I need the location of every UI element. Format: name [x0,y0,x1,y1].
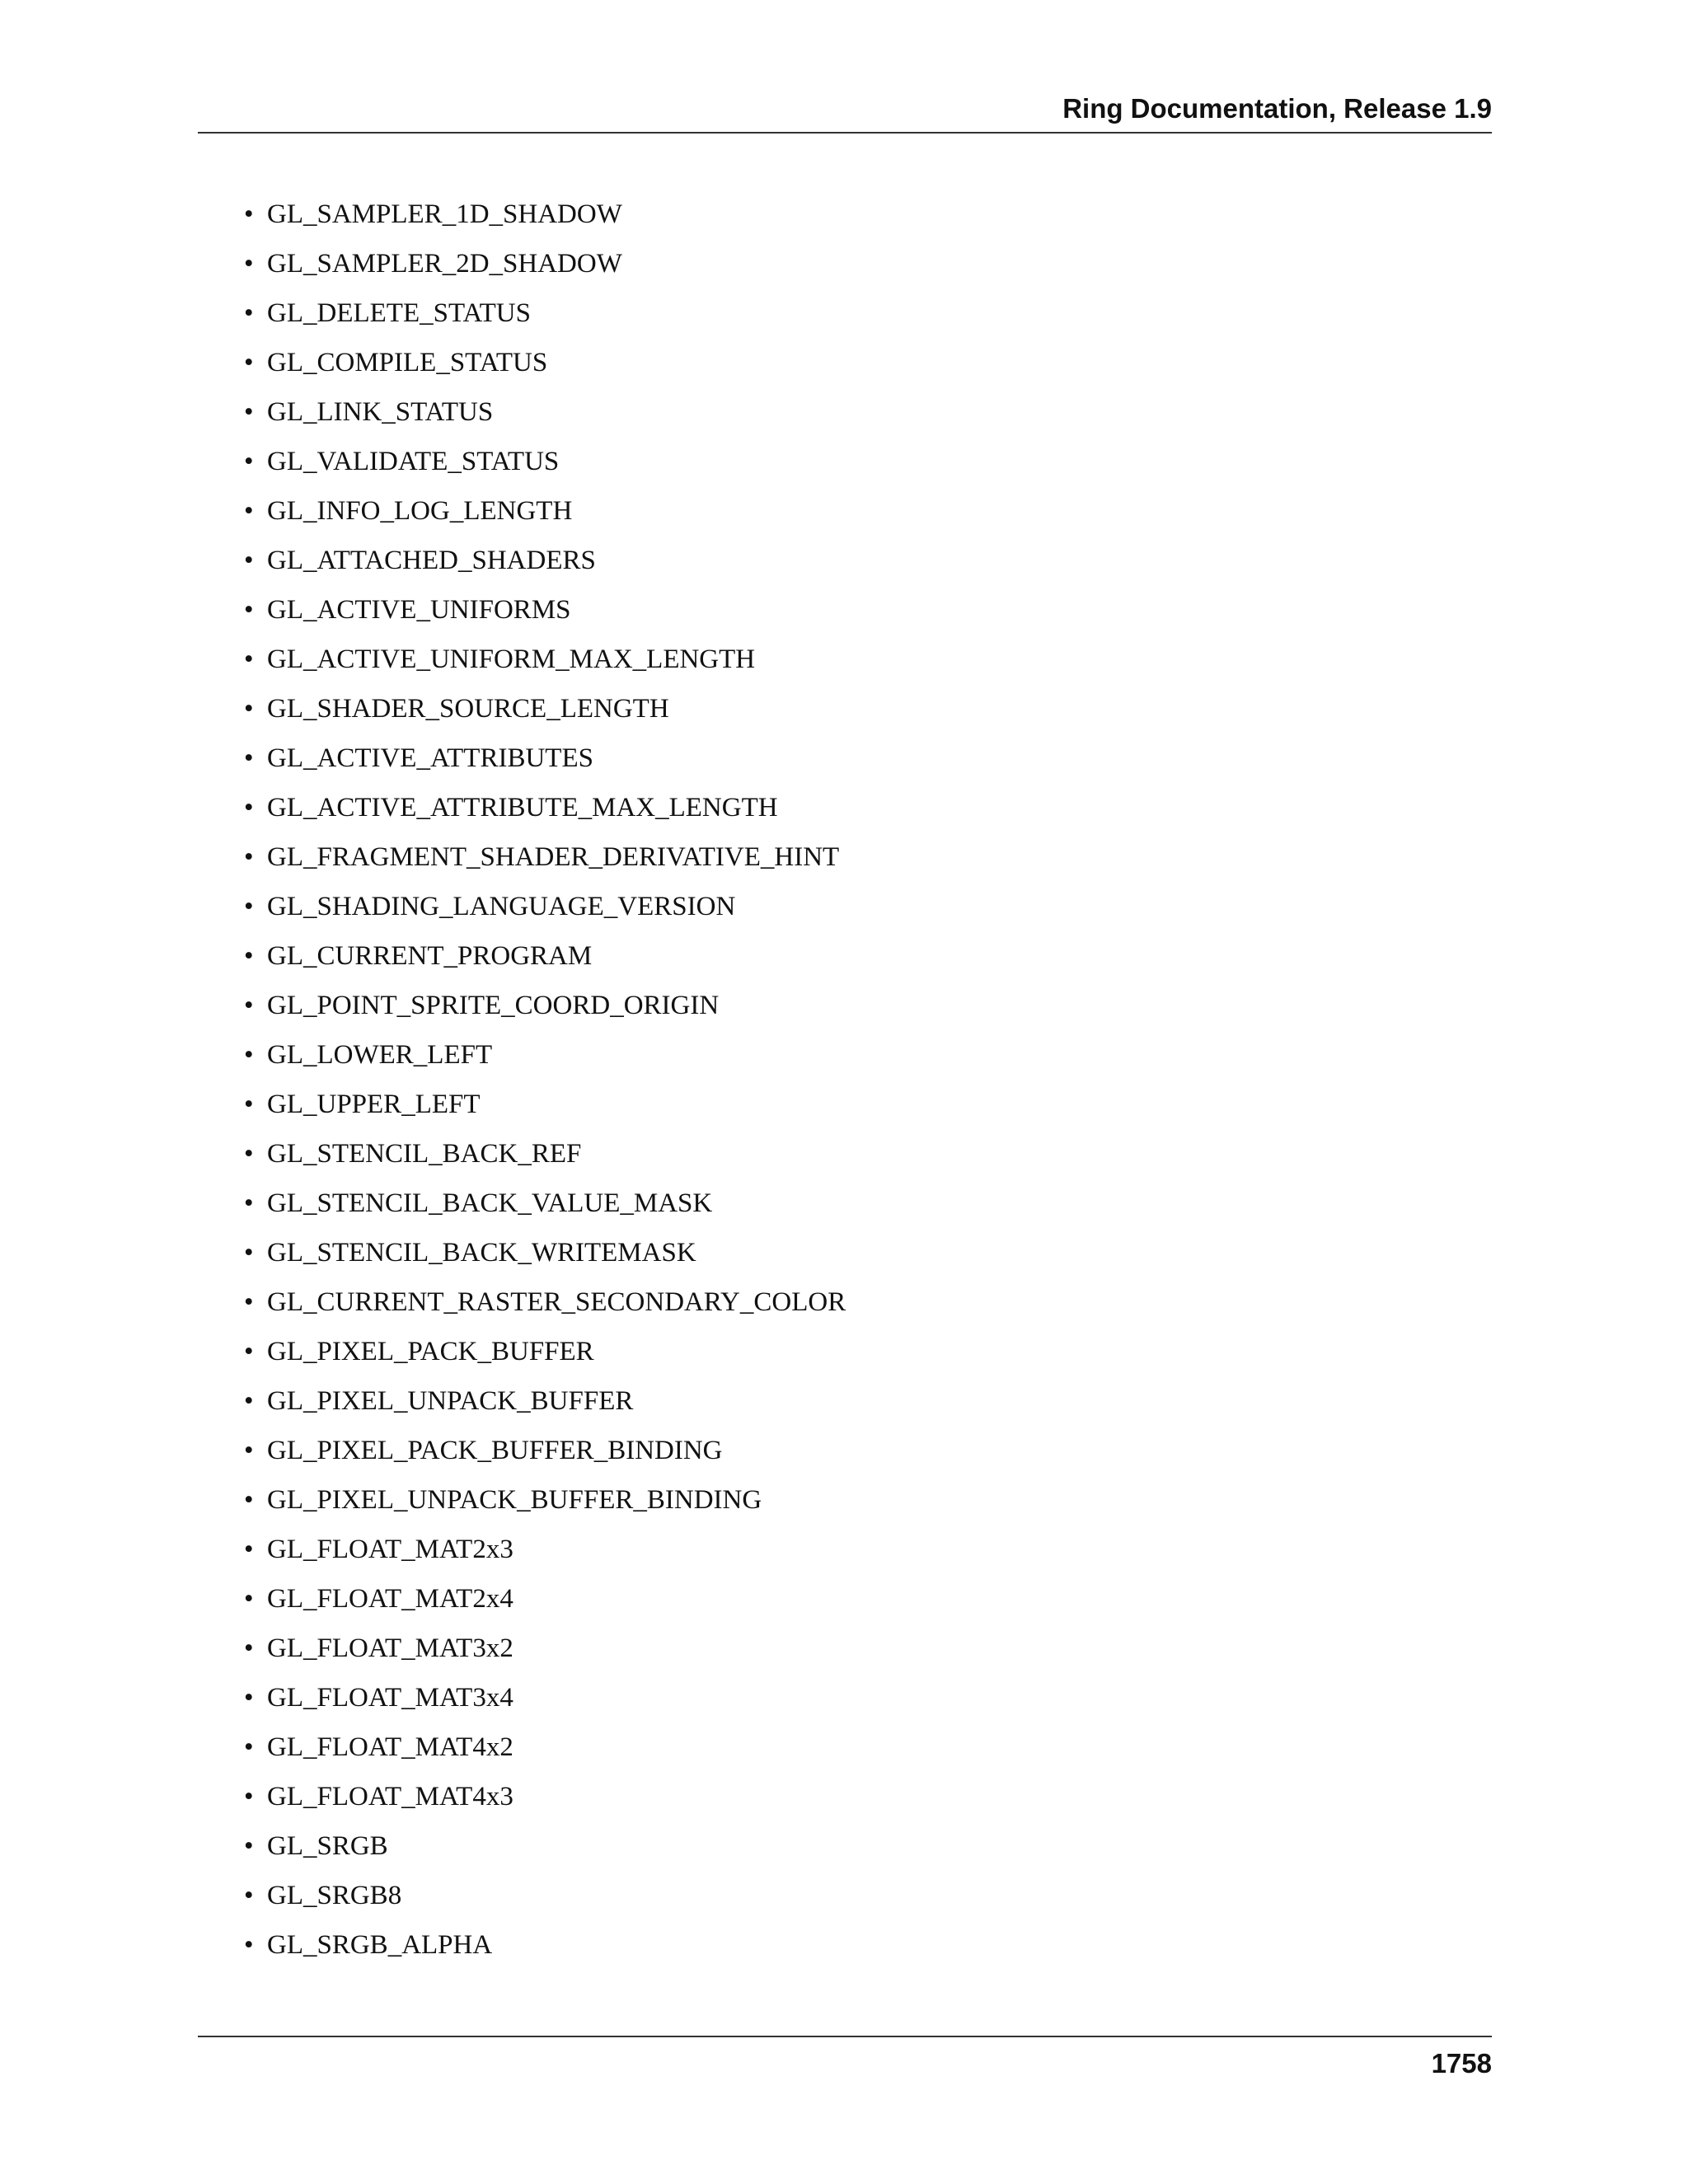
constant-name: GL_FLOAT_MAT2x3 [267,1535,513,1564]
bullet-marker: • [244,447,254,476]
bullet-marker: • [244,694,254,724]
constant-name: GL_UPPER_LEFT [267,1090,481,1119]
constant-name: GL_INFO_LOG_LENGTH [267,496,573,526]
bullet-marker: • [244,1782,254,1811]
constant-name: GL_SHADER_SOURCE_LENGTH [267,694,669,724]
bullet-marker: • [244,1386,254,1416]
bullet-marker: • [244,595,254,625]
constant-name: GL_ACTIVE_UNIFORMS [267,595,571,625]
bullet-marker: • [244,1485,254,1515]
constant-name: GL_PIXEL_PACK_BUFFER [267,1337,594,1366]
bullet-marker: • [244,249,254,279]
bullet-marker: • [244,1238,254,1268]
constant-name: GL_DELETE_STATUS [267,298,531,328]
bullet-marker: • [244,1881,254,1910]
page-number: 1758 [1431,2048,1492,2079]
bullet-marker: • [244,1683,254,1713]
bullet-marker: • [244,199,254,229]
bullet-marker: • [244,1436,254,1465]
page-footer-rule [198,2036,1492,2079]
bullet-marker: • [244,644,254,674]
bullet-marker: • [244,1188,254,1218]
constant-name: GL_CURRENT_PROGRAM [267,941,593,971]
constant-name: GL_SRGB8 [267,1881,402,1910]
document-title: Ring Documentation, Release 1.9 [1062,93,1492,124]
constant-name: GL_FLOAT_MAT2x4 [267,1584,513,1614]
constant-name: GL_FRAGMENT_SHADER_DERIVATIVE_HINT [267,842,840,872]
bullet-marker: • [244,1535,254,1564]
constant-name: GL_VALIDATE_STATUS [267,447,560,476]
constant-name: GL_ACTIVE_UNIFORM_MAX_LENGTH [267,644,756,674]
constant-name: GL_COMPILE_STATUS [267,348,548,377]
bullet-marker: • [244,1584,254,1614]
constant-name: GL_STENCIL_BACK_WRITEMASK [267,1238,696,1268]
bullet-marker: • [244,348,254,377]
bullet-marker: • [244,892,254,921]
bullet-marker: • [244,1930,254,1960]
constant-name: GL_STENCIL_BACK_REF [267,1139,582,1169]
constant-name: GL_SHADING_LANGUAGE_VERSION [267,892,736,921]
constant-name: GL_LINK_STATUS [267,397,494,427]
constant-name: GL_ATTACHED_SHADERS [267,546,596,575]
bullet-marker: • [244,1732,254,1762]
bullet-marker: • [244,1090,254,1119]
bullet-marker: • [244,1040,254,1070]
bullet-marker: • [244,298,254,328]
constant-name: GL_SRGB [267,1831,388,1861]
bullet-marker: • [244,1633,254,1663]
constant-name: GL_CURRENT_RASTER_SECONDARY_COLOR [267,1287,846,1317]
constant-name: GL_LOWER_LEFT [267,1040,493,1070]
bullet-marker: • [244,743,254,773]
constant-name: GL_ACTIVE_ATTRIBUTES [267,743,593,773]
page-header [198,89,1492,134]
constant-name: GL_PIXEL_PACK_BUFFER_BINDING [267,1436,723,1465]
constant-name: GL_SAMPLER_2D_SHADOW [267,249,622,279]
constant-name: GL_STENCIL_BACK_VALUE_MASK [267,1188,713,1218]
bullet-marker: • [244,397,254,427]
bullet-marker: • [244,1139,254,1169]
bullet-marker: • [244,1337,254,1366]
constant-name: GL_FLOAT_MAT4x3 [267,1782,513,1811]
bullet-marker: • [244,991,254,1020]
bullet-marker: • [244,546,254,575]
bullet-marker: • [244,1831,254,1861]
constant-name: GL_ACTIVE_ATTRIBUTE_MAX_LENGTH [267,793,778,823]
bullet-marker: • [244,793,254,823]
constant-name: GL_POINT_SPRITE_COORD_ORIGIN [267,991,720,1020]
constant-name: GL_FLOAT_MAT3x2 [267,1633,513,1663]
bullet-marker: • [244,496,254,526]
constant-name: GL_PIXEL_UNPACK_BUFFER_BINDING [267,1485,762,1515]
bullet-marker: • [244,842,254,872]
constant-name: GL_FLOAT_MAT3x4 [267,1683,513,1713]
bullet-marker: • [244,1287,254,1317]
constant-name: GL_SAMPLER_1D_SHADOW [267,199,622,229]
constant-name: GL_PIXEL_UNPACK_BUFFER [267,1386,634,1416]
constant-name: GL_FLOAT_MAT4x2 [267,1732,513,1762]
bullet-marker: • [244,941,254,971]
constant-name: GL_SRGB_ALPHA [267,1930,493,1960]
